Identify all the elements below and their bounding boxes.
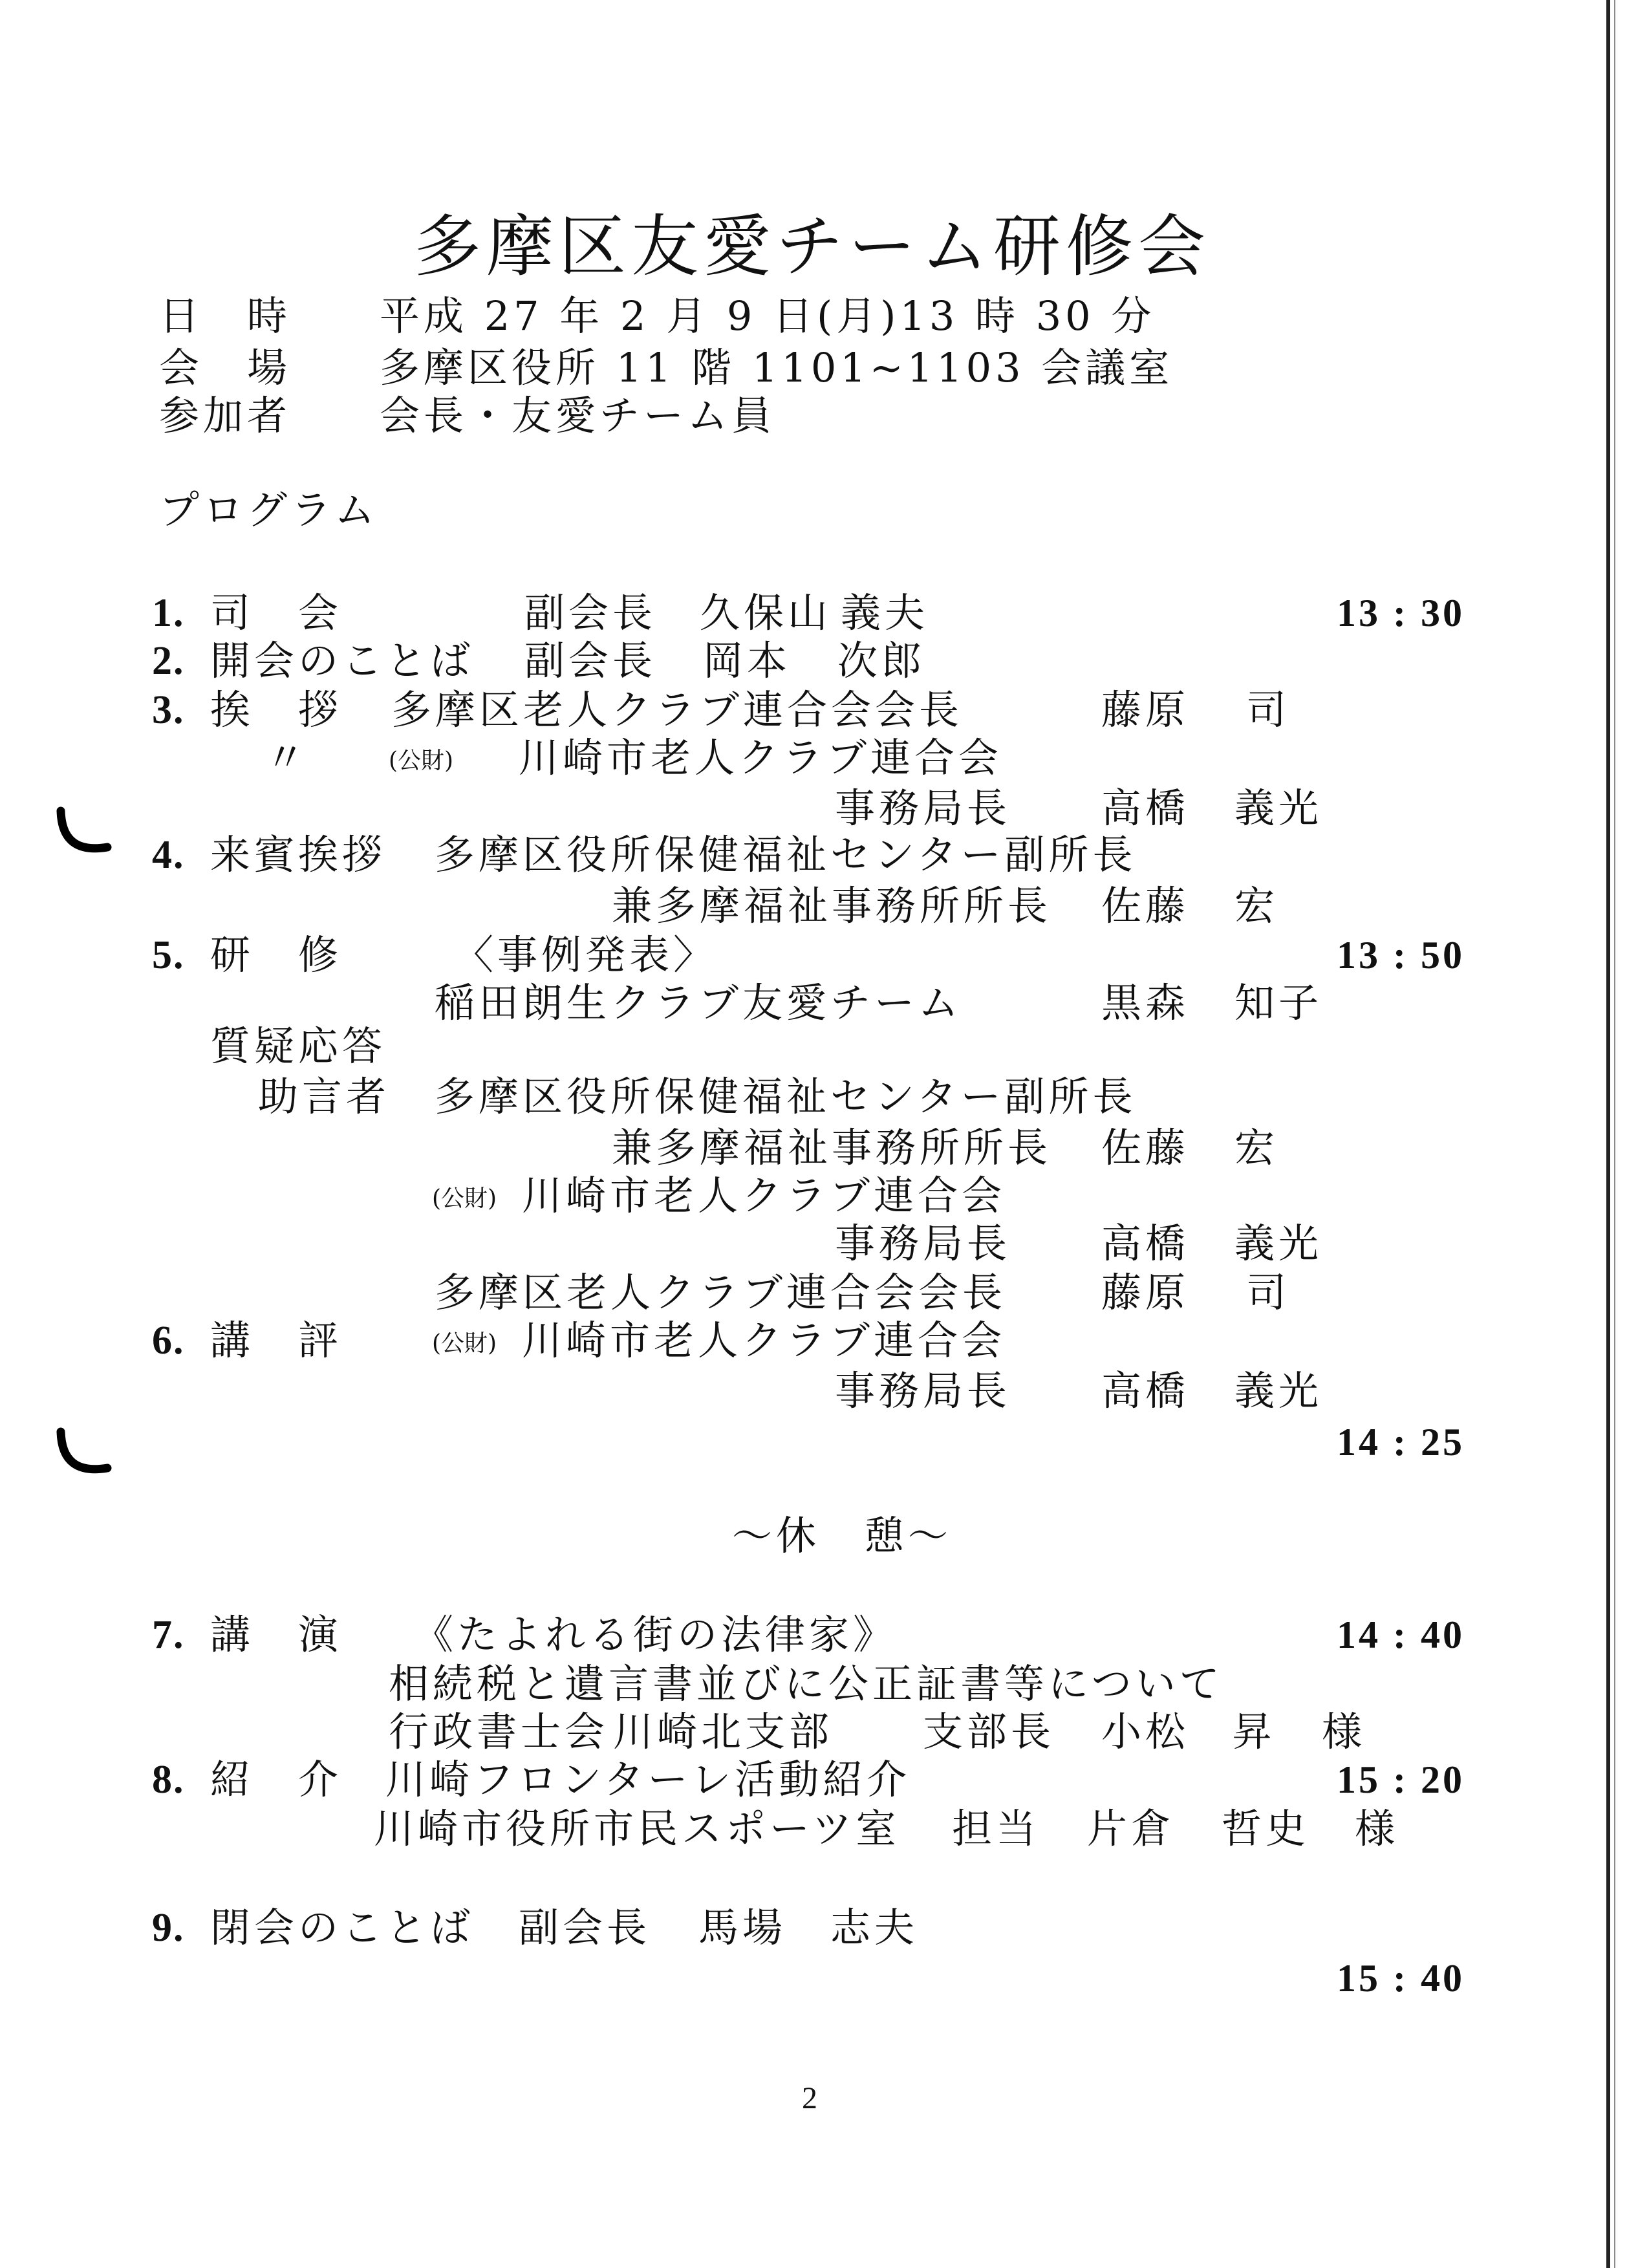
program-item-5-advisor1 — [0, 1075, 1649, 1119]
program-item-5-advisor1-name — [0, 1126, 1649, 1170]
presenter-given-name: 知子 — [1234, 979, 1323, 1026]
item-number: 4. — [152, 833, 185, 877]
item-label: 挨 拶 — [210, 686, 343, 733]
intro-topic: 川崎フロンターレ活動紹介 — [385, 1756, 911, 1803]
item-topic: 〈事例発表〉 — [453, 931, 718, 978]
program-item-3 — [0, 688, 1649, 732]
end-time: 15 : 40 — [1337, 1957, 1465, 2000]
item-given-name: 義夫 — [841, 589, 929, 636]
break-label: 〜休 憩〜 — [732, 1512, 953, 1559]
item-time: 15 : 20 — [1337, 1758, 1465, 1801]
program-heading-row — [0, 488, 1649, 532]
advisor-given-name: 義光 — [1234, 1220, 1323, 1267]
program-item-6 — [0, 1319, 1649, 1363]
reviewer-surname: 高橋 — [1101, 1367, 1190, 1414]
page-number: 2 — [802, 2081, 817, 2115]
intro-surname: 片倉 — [1087, 1805, 1176, 1852]
break-row — [0, 1514, 1649, 1558]
lecturer-branch: 川崎北支部 — [613, 1708, 834, 1755]
qa-label: 質疑応答 — [210, 1022, 387, 1070]
lecturer-surname: 小松 — [1101, 1708, 1190, 1755]
venue-value: 多摩区役所 11 階 1101~1103 会議室 — [380, 344, 1174, 391]
item-given-name: 志夫 — [830, 1904, 919, 1951]
item-label: 来賓挨拶 — [210, 831, 387, 878]
advisor-title: 兼多摩福祉事務所所長 — [612, 1124, 1052, 1171]
item-label: 講 評 — [210, 1317, 343, 1364]
program-item-3-speaker2 — [0, 736, 1649, 780]
intro-title: 担当 — [952, 1805, 1040, 1852]
item-role: 副会長 — [519, 1904, 651, 1951]
program-item-4 — [0, 833, 1649, 877]
advisor-org: 川崎市老人クラブ連合会 — [522, 1172, 1006, 1219]
item-surname: 馬場 — [698, 1904, 787, 1951]
program-item-6-end — [0, 1420, 1649, 1464]
lecture-subtitle: 相続税と遺言書並びに公正証書等について — [389, 1660, 1223, 1707]
item-number: 1. — [152, 591, 185, 635]
program-item-5-advisor2-name — [0, 1222, 1649, 1266]
item-number: 2. — [152, 639, 185, 683]
speaker-surname: 藤原 — [1101, 686, 1190, 733]
reviewer-org: 川崎市老人クラブ連合会 — [522, 1317, 1006, 1364]
date-label: 日 時 — [159, 292, 292, 340]
item-number: 6. — [152, 1319, 185, 1363]
program-item-8-speaker — [0, 1807, 1649, 1851]
item-time: 14 : 40 — [1337, 1614, 1465, 1656]
program-item-5-presenter — [0, 981, 1649, 1025]
end-time: 14 : 25 — [1337, 1421, 1465, 1463]
lecturer-given-name: 昇 — [1232, 1708, 1277, 1755]
program-item-5-advisor3 — [0, 1271, 1649, 1315]
program-item-7-subtitle — [0, 1662, 1649, 1706]
advisor-org: 多摩区役所保健福祉センター副所長 — [435, 1073, 1137, 1120]
lecture-topic: 《たよれる街の法律家》 — [413, 1611, 898, 1658]
item-label: 開会のことば — [210, 637, 475, 684]
intro-honorific: 様 — [1355, 1805, 1399, 1852]
item-number: 9. — [152, 1906, 185, 1950]
item-time: 13 : 30 — [1337, 592, 1465, 634]
program-item-1 — [0, 591, 1649, 635]
speaker-org: 川崎市老人クラブ連合会 — [519, 734, 1003, 781]
intro-given-name: 哲史 — [1222, 1805, 1310, 1852]
org-prefix: (公財) — [432, 1330, 497, 1357]
advisor-org: 多摩区老人クラブ連合会会長 — [435, 1269, 1007, 1316]
lecturer-honorific: 様 — [1322, 1708, 1366, 1755]
item-role: 副会長 — [524, 637, 657, 684]
item-number: 3. — [152, 688, 185, 732]
program-item-8 — [0, 1758, 1649, 1802]
item-given-name: 次郎 — [837, 637, 926, 684]
program-item-9 — [0, 1906, 1649, 1950]
guest-surname: 佐藤 — [1101, 882, 1190, 929]
item-label: 研 修 — [210, 931, 343, 978]
item-number: 5. — [152, 933, 185, 977]
date-value: 平成 27 年 2 月 9 日(月)13 時 30 分 — [380, 292, 1156, 340]
footer-row — [0, 2077, 1649, 2121]
item-label: 閉会のことば — [210, 1904, 475, 1951]
title-row — [0, 207, 1649, 286]
program-item-5 — [0, 933, 1649, 977]
guest-org: 多摩区役所保健福祉センター副所長 — [435, 831, 1137, 878]
info-venue-row — [0, 346, 1649, 390]
advisor-given-name: 司 — [1246, 1269, 1291, 1316]
program-item-2 — [0, 639, 1649, 683]
info-attendees-row — [0, 394, 1649, 438]
item-role: 副会長 — [524, 589, 657, 636]
item-number: 8. — [152, 1758, 185, 1802]
speaker-surname: 高橋 — [1101, 784, 1190, 832]
intro-org: 川崎市役所市民スポーツ室 — [374, 1805, 900, 1852]
item-number: 7. — [152, 1613, 185, 1657]
presenter-surname: 黒森 — [1101, 979, 1190, 1026]
ditto-mark: 〃 — [265, 734, 310, 781]
program-item-7-speaker — [0, 1710, 1649, 1754]
advisor-given-name: 宏 — [1234, 1124, 1279, 1171]
program-item-4-name — [0, 884, 1649, 928]
guest-given-name: 宏 — [1234, 882, 1279, 929]
item-label: 講 演 — [210, 1611, 343, 1658]
program-item-7 — [0, 1613, 1649, 1657]
program-heading: プログラム — [159, 486, 379, 534]
attendees-value: 会長・友愛チーム員 — [380, 392, 776, 439]
presenter-org: 稲田朗生クラブ友愛チーム — [435, 979, 963, 1026]
item-surname: 久保山 — [700, 589, 832, 636]
guest-title: 兼多摩福祉事務所所長 — [612, 882, 1052, 929]
item-time: 13 : 50 — [1337, 934, 1465, 977]
reviewer-given-name: 義光 — [1234, 1367, 1323, 1414]
speaker-given-name: 司 — [1246, 686, 1291, 733]
speaker-title: 事務局長 — [835, 784, 1011, 832]
program-item-5-advisor2 — [0, 1174, 1649, 1218]
program-item-6-name — [0, 1369, 1649, 1413]
item-label: 司 会 — [210, 589, 343, 636]
speaker-given-name: 義光 — [1234, 784, 1323, 832]
advisor-surname: 佐藤 — [1101, 1124, 1190, 1171]
org-prefix: (公財) — [432, 1185, 497, 1212]
lecturer-title: 支部長 — [923, 1708, 1055, 1755]
attendees-label: 参加者 — [159, 392, 292, 439]
program-item-5-qa — [0, 1024, 1649, 1068]
program-item-3-speaker2-name — [0, 786, 1649, 830]
advisor-label: 助言者 — [258, 1073, 391, 1120]
venue-label: 会 場 — [159, 344, 292, 391]
document-title: 多摩区友愛チーム研修会 — [414, 207, 1211, 286]
info-date-row — [0, 294, 1649, 338]
speaker-org: 多摩区老人クラブ連合会会長 — [391, 686, 964, 733]
org-prefix: (公財) — [389, 748, 454, 774]
item-label: 紹 介 — [210, 1756, 343, 1803]
item-surname: 岡本 — [703, 637, 792, 684]
advisor-surname: 高橋 — [1101, 1220, 1190, 1267]
lecturer-org: 行政書士会 — [389, 1708, 609, 1755]
program-item-9-end — [0, 1956, 1649, 2000]
reviewer-title: 事務局長 — [835, 1367, 1011, 1414]
advisor-title: 事務局長 — [835, 1220, 1011, 1267]
advisor-surname: 藤原 — [1101, 1269, 1190, 1316]
